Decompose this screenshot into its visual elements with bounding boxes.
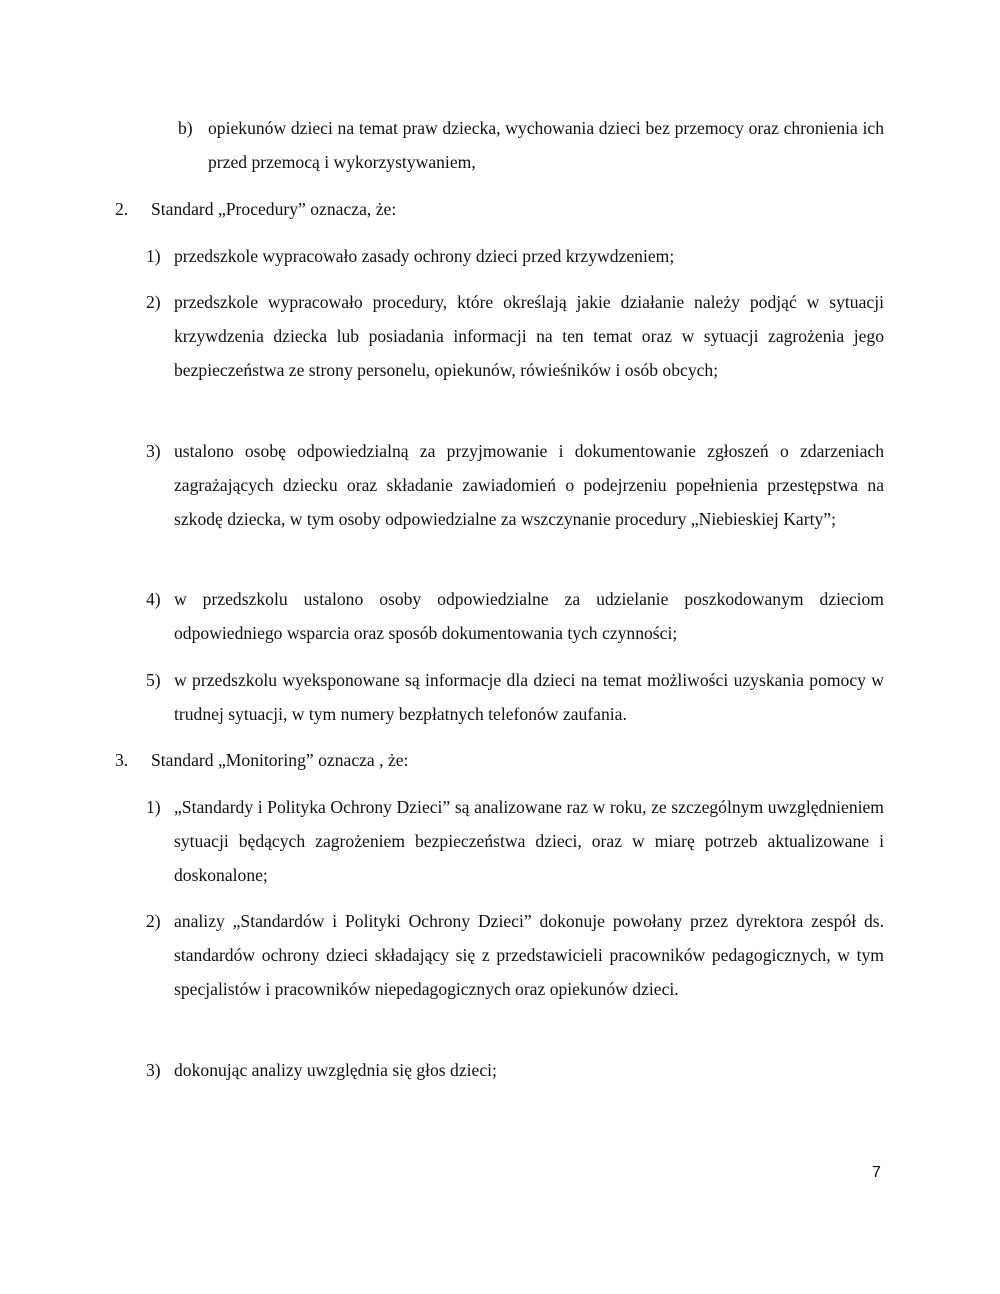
list-marker: 1) bbox=[146, 246, 161, 266]
list-marker: 3) bbox=[146, 1060, 161, 1080]
list-item-text: opiekunów dzieci na temat praw dziecka, wychowania dzieci bez przemocy oraz chronienia ich przed przemocą i wykorzystywaniem, bbox=[208, 118, 884, 172]
list-marker: 2) bbox=[146, 911, 161, 931]
list-marker: 1) bbox=[146, 797, 161, 817]
list-item-text: ustalono osobę odpowiedzialną za przyjmowanie i dokumentowanie zgłoszeń o zdarzeniach zagrażających dziecku oraz składanie zawiadomień o podejrzeniu popełnienia przestępstwa na szkodę dziecka, w tym osoby odpowiedzialne za wszczynanie procedury „Niebieskiej Karty”; bbox=[174, 441, 884, 529]
section-2-item-5 bbox=[146, 663, 884, 731]
list-marker: 4) bbox=[146, 589, 161, 609]
list-marker: 2) bbox=[146, 292, 161, 312]
list-item-text: „Standardy i Polityka Ochrony Dzieci” są analizowane raz w roku, ze szczególnym uwzględnieniem sytuacji będących zagrożeniem bezpieczeństwa dzieci, oraz w miarę potrzeb aktualizowane i doskonalone; bbox=[174, 797, 884, 885]
page-number: 7 bbox=[872, 1164, 881, 1181]
section-2-item-3 bbox=[146, 434, 884, 536]
section-3-item-3 bbox=[146, 1053, 884, 1087]
section-3-heading bbox=[115, 743, 884, 777]
list-item-text: w przedszkolu wyeksponowane są informacje dla dzieci na temat możliwości uzyskania pomocy w trudnej sytuacji, w tym numery bezpłatnych telefonów zaufania. bbox=[174, 670, 884, 724]
section-heading-text: Standard „Monitoring” oznacza , że: bbox=[151, 750, 409, 770]
section-3-item-1 bbox=[146, 790, 884, 892]
list-item-text: dokonując analizy uwzględnia się głos dzieci; bbox=[174, 1060, 497, 1080]
section-3-item-2 bbox=[146, 904, 884, 1006]
section-number: 2. bbox=[115, 199, 129, 219]
section-2-heading bbox=[115, 192, 884, 226]
list-item-text: w przedszkolu ustalono osoby odpowiedzialne za udzielanie poszkodowanym dzieciom odpowiedniego wsparcia oraz sposób dokumentowania tych czynności; bbox=[174, 589, 884, 643]
section-2-item-1 bbox=[146, 239, 884, 273]
list-item-text: przedszkole wypracowało procedury, które określają jakie działanie należy podjąć w sytuacji krzywdzenia dziecka lub posiadania informacji na ten temat oraz w sytuacji zagrożenia jego bezpieczeństwa ze strony personelu, opiekunów, rówieśników i osób obcych; bbox=[174, 292, 884, 380]
list-marker: 5) bbox=[146, 670, 161, 690]
list-marker: b) bbox=[178, 118, 193, 138]
list-item-b bbox=[178, 111, 884, 179]
section-number: 3. bbox=[115, 750, 129, 770]
list-marker: 3) bbox=[146, 441, 161, 461]
section-heading-text: Standard „Procedury” oznacza, że: bbox=[151, 199, 397, 219]
list-item-text: analizy „Standardów i Polityki Ochrony Dzieci” dokonuje powołany przez dyrektora zespół ds. standardów ochrony dzieci składający się z przedstawicieli pracowników pedagogicznych, w tym specjalistów i pracowników niepedagogicznych oraz opiekunów dzieci. bbox=[174, 911, 884, 999]
section-2-item-2 bbox=[146, 285, 884, 387]
section-2-item-4 bbox=[146, 582, 884, 650]
list-item-text: przedszkole wypracowało zasady ochrony dzieci przed krzywdzeniem; bbox=[174, 246, 675, 266]
